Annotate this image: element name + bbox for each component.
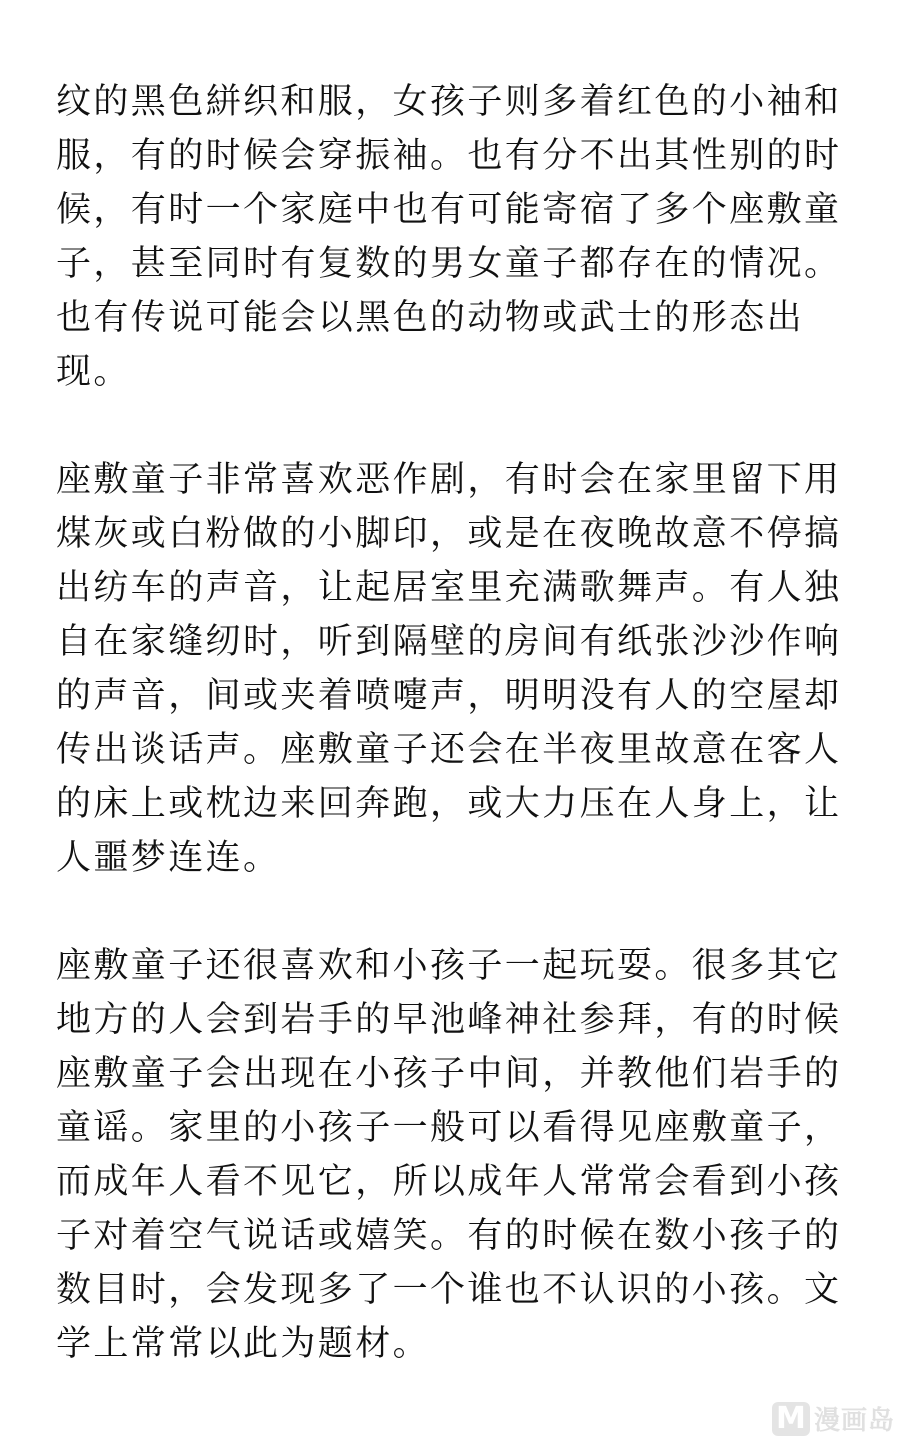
- text-line: 纹的黑色絣织和服，女孩子则多着红色的小袖和: [56, 82, 842, 122]
- text-line: 人噩梦连连。: [56, 838, 281, 878]
- text-line: 候，有时一个家庭中也有可能寄宿了多个座敷童: [56, 190, 842, 230]
- text-line: 也有传说可能会以黑色的动物或武士的形态出: [56, 298, 805, 338]
- paragraph-gap: [56, 885, 856, 939]
- paragraph-1: [56, 75, 856, 399]
- text-line: 而成年人看不见它，所以成年人常常会看到小孩: [56, 1162, 842, 1202]
- text-line: 子对着空气说话或嬉笑。有的时候在数小孩子的: [56, 1216, 842, 1256]
- text-line: 的声音，间或夹着喷嚏声，明明没有人的空屋却: [56, 676, 842, 716]
- paragraph-2: [56, 453, 856, 885]
- text-line: 现。: [56, 352, 131, 392]
- watermark-logo-icon: M: [772, 1402, 810, 1436]
- paragraph-3: [56, 939, 856, 1371]
- text-line: 地方的人会到岩手的早池峰神社参拜，有的时候: [56, 1000, 842, 1040]
- text-line: 传出谈话声。座敷童子还会在半夜里故意在客人: [56, 730, 842, 770]
- text-line: 童谣。家里的小孩子一般可以看得见座敷童子，: [56, 1108, 842, 1148]
- watermark: [772, 1400, 895, 1437]
- text-line: 座敷童子还很喜欢和小孩子一起玩耍。很多其它: [56, 946, 842, 986]
- text-line: 自在家缝纫时，听到隔壁的房间有纸张沙沙作响: [56, 622, 842, 662]
- article-body: [56, 75, 856, 1371]
- text-line: 煤灰或白粉做的小脚印，或是在夜晚故意不停搞: [56, 514, 842, 554]
- paragraph-gap: [56, 399, 856, 453]
- text-line: 出纺车的声音，让起居室里充满歌舞声。有人独: [56, 568, 842, 608]
- text-line: 学上常常以此为题材。: [56, 1324, 431, 1364]
- text-line: 座敷童子会出现在小孩子中间，并教他们岩手的: [56, 1054, 842, 1094]
- text-line: 数目时，会发现多了一个谁也不认识的小孩。文: [56, 1270, 842, 1310]
- watermark-text: 漫画岛: [813, 1406, 895, 1436]
- text-line: 座敷童子非常喜欢恶作剧，有时会在家里留下用: [56, 460, 842, 500]
- text-line: 子，甚至同时有复数的男女童子都存在的情况。: [56, 244, 842, 284]
- text-line: 的床上或枕边来回奔跑，或大力压在人身上，让: [56, 784, 842, 824]
- text-line: 服，有的时候会穿振袖。也有分不出其性别的时: [56, 136, 842, 176]
